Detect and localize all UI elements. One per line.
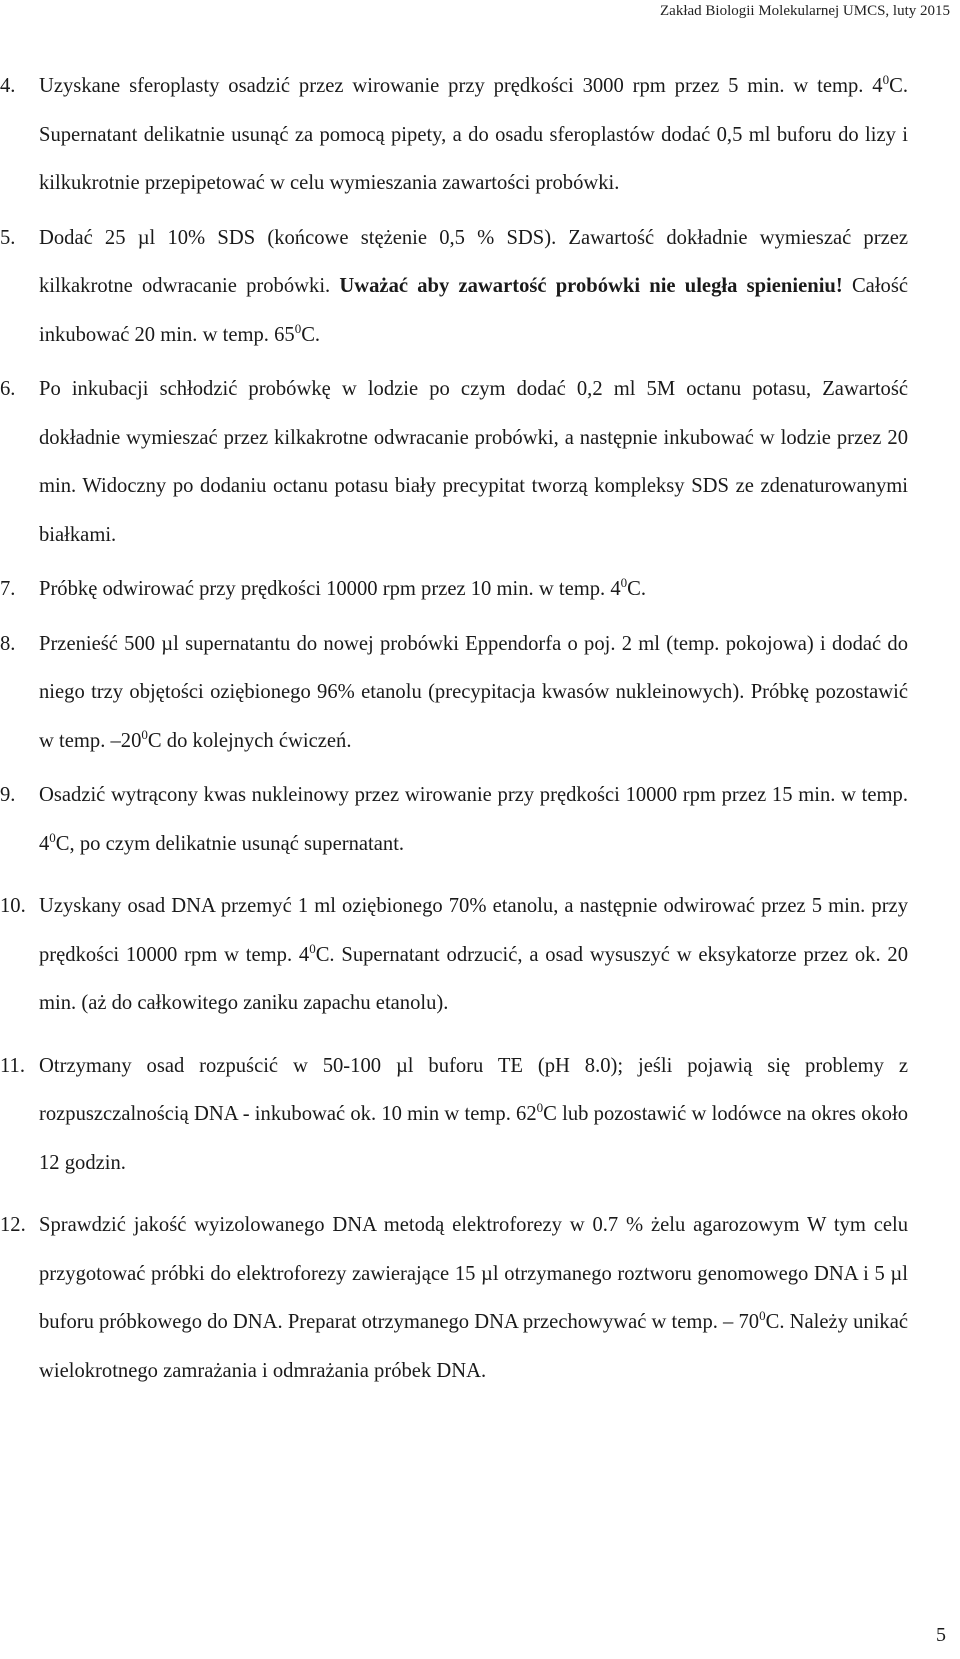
step-12 (0, 1201, 908, 1395)
step-text: Dodać 25 µl 10% SDS (końcowe stężenie 0,5 % SDS). Zawartość dokładnie wymieszać przez kilkakrotne odwracanie probówki. Uważać aby zawartość probówki nie uległa spienieniu! Całość inkubować 20 min. w temp. $65^0C$. (39, 226, 908, 346)
step-number: 8. (0, 632, 16, 655)
step-number: 4. (0, 75, 16, 97)
step-number: 12. (0, 1214, 26, 1236)
step-6 (0, 365, 908, 559)
step-text: Sprawdzić jakość wyizolowanego DNA metodą elektroforezy w 0.7 % żelu agarozowym W tym celu przygotować próbki do elektroforezy zawierające 15 µl otrzymanego roztworu genomowego DNA i 5 µl buforu próbkowego do DNA. Preparat otrzymanego DNA przechowywać w temp. – $70^0C$. Należy unikać wielokrotnego zamrażania i odmrażania próbek DNA. (39, 1214, 908, 1382)
step-11 (0, 1042, 908, 1188)
step-number: 7. (0, 578, 16, 600)
step-9 (0, 771, 908, 868)
step-7 (0, 565, 908, 614)
page-number: 5 (936, 1624, 946, 1646)
step-text: Uzyskane sferoplasty osadzić przez wirowanie przy prędkości 3000 rpm przez 5 min. w temp. $4^0C$. Supernatant delikatnie usunąć za pomocą pipety, a do osadu sferoplastów dodać 0,5 ml buforu do lizy i kilkukrotnie przepipetować w celu wymieszania zawartości probówki. (39, 72, 908, 194)
step-5 (0, 214, 908, 360)
step-text: Próbkę odwirować przy prędkości 10000 rpm przez 10 min. w temp. $4^0C$. (39, 575, 647, 600)
step-text: Przenieść 500 µl supernatantu do nowej probówki Eppendorfa o poj. 2 ml (temp. pokojowa) i dodać do niego trzy objętości oziębionego 96% etanolu (precypitacja kwasów nukleinowych). Próbkę pozostawić w temp. $-20^0C$ do kolejnych ćwiczeń. (39, 632, 908, 752)
step-number: 11. (0, 1054, 25, 1077)
step-number: 5. (0, 226, 16, 249)
step-8 (0, 620, 908, 766)
step-4 (0, 62, 908, 208)
warning-text: Uważać aby zawartość probówki nie uległa spienieniu! (339, 275, 843, 297)
step-number: 10. (0, 895, 26, 917)
step-number: 6. (0, 378, 16, 400)
page-header: Zakład Biologii Molekularnej UMCS, luty 2015 (660, 3, 950, 19)
step-text: Otrzymany osad rozpuścić w 50-100 µl buforu TE (pH 8.0); jeśli pojawią się problemy z rozpuszczalnością DNA - inkubować ok. 10 min w temp. $62^0C$ lub pozostawić w lodówce na okres około 12 godzin. (39, 1054, 908, 1174)
step-text: Uzyskany osad DNA przemyć 1 ml oziębionego 70% etanolu, a następnie odwirować przez 5 min. przy prędkości 10000 rpm w temp. $4^0C$. Supernatant odrzucić, a osad wysuszyć w eksykatorze przez ok. 20 min. (aż do całkowitego zaniku zapachu etanolu). (39, 895, 908, 1014)
document-body (0, 62, 908, 1395)
step-10 (0, 882, 908, 1028)
step-text: Po inkubacji schłodzić probówkę w lodzie po czym dodać 0,2 ml 5M octanu potasu, Zawartość dokładnie wymieszać przez kilkakrotne odwracanie probówki, a następnie inkubować w lodzie przez 20 min. Widoczny po dodaniu octanu potasu biały precypitat tworzą kompleksy SDS ze zdenaturowanymi białkami. (39, 378, 908, 546)
step-number: 9. (0, 784, 16, 806)
step-text: Osadzić wytrącony kwas nukleinowy przez wirowanie przy prędkości 10000 rpm przez 15 min. w temp. $4^0C$, po czym delikatnie usunąć supernatant. (39, 784, 908, 855)
